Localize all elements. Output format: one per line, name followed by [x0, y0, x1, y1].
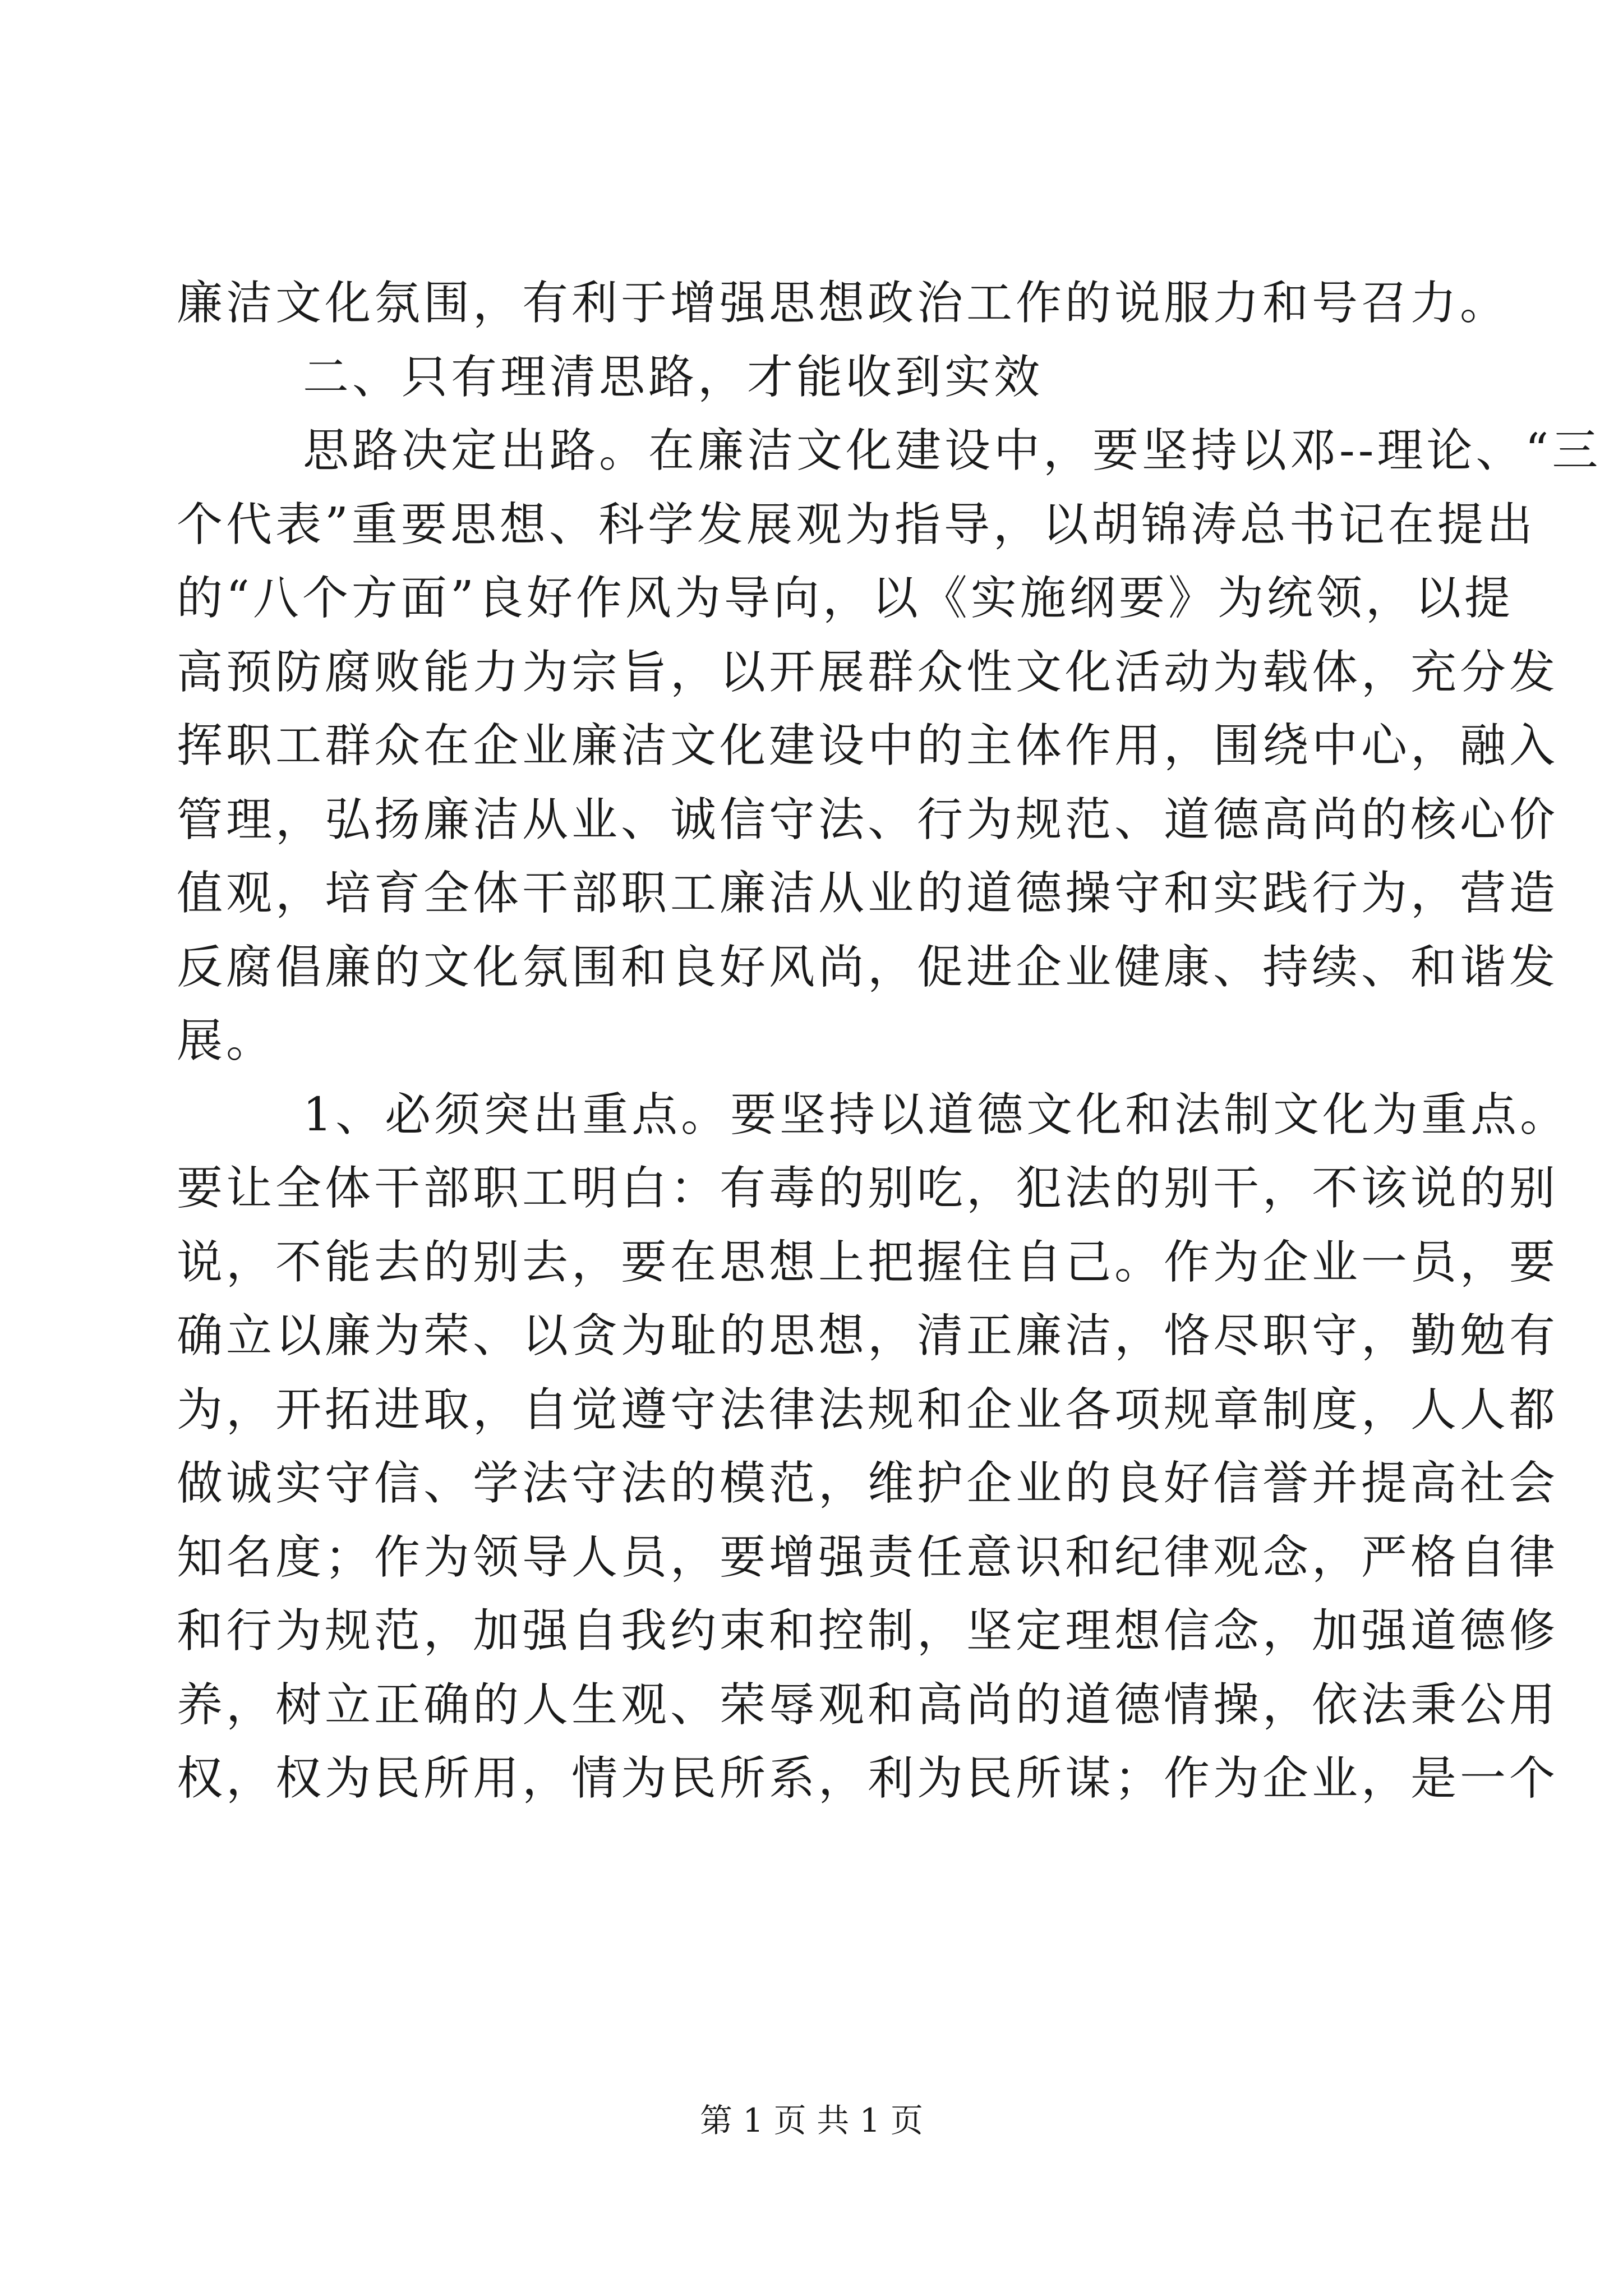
- text-line: 的“八个方面”良好作风为导向，以《实施纲要》为统领，以提: [177, 572, 1514, 625]
- text-line: 要让全体干部职工明白：有毒的别吃，犯法的别干，不该说的别: [177, 1162, 1559, 1215]
- text-line: 为，开拓进取，自觉遵守法律法规和企业各项规章制度，人人都: [177, 1383, 1559, 1437]
- text-line: 知名度；作为领导人员，要增强责任意识和纪律观念，严格自律: [177, 1530, 1559, 1584]
- text-line: 个代表”重要思想、科学发展观为指导，以胡锦涛总书记在提出: [177, 498, 1536, 551]
- text-line: 养，树立正确的人生观、荣辱观和高尚的道德情操，依法秉公用: [177, 1678, 1559, 1732]
- text-line: 和行为规范，加强自我约束和控制，坚定理想信念，加强道德修: [177, 1604, 1559, 1658]
- text-line: 权，权为民所用，情为民所系，利为民所谋；作为企业，是一个: [177, 1752, 1559, 1805]
- text-line: 确立以廉为荣、以贪为耻的思想，清正廉洁，恪尽职守，勤勉有: [177, 1309, 1559, 1363]
- text-line: 值观，培育全体干部职工廉洁从业的道德操守和实践行为，营造: [177, 867, 1559, 920]
- text-line: 做诚实守信、学法守法的模范，维护企业的良好信誉并提高社会: [177, 1457, 1559, 1510]
- text-line: 1、必须突出重点。要坚持以道德文化和法制文化为重点。: [303, 1088, 1570, 1142]
- text-line: 反腐倡廉的文化氛围和良好风尚，促进企业健康、持续、和谐发: [177, 940, 1559, 994]
- document-body: [177, 266, 1602, 1816]
- text-line: 高预防腐败能力为宗旨，以开展群众性文化活动为载体，充分发: [177, 645, 1559, 699]
- text-line: 思路决定出路。在廉洁文化建设中，要坚持以邓--理论、“三: [303, 424, 1602, 477]
- text-line: 展。: [177, 1014, 276, 1068]
- text-line: 挥职工群众在企业廉洁文化建设中的主体作用，围绕中心，融入: [177, 719, 1559, 772]
- section-heading: 二、只有理清思路，才能收到实效: [303, 350, 1044, 404]
- text-line: 管理，弘扬廉洁从业、诚信守法、行为规范、道德高尚的核心价: [177, 793, 1559, 846]
- text-line: 说，不能去的别去，要在思想上把握住自己。作为企业一员，要: [177, 1235, 1559, 1289]
- page-number-footer: 第 1 页 共 1 页: [700, 2101, 923, 2139]
- text-line: 廉洁文化氛围，有利于增强思想政治工作的说服力和号召力。: [177, 277, 1510, 330]
